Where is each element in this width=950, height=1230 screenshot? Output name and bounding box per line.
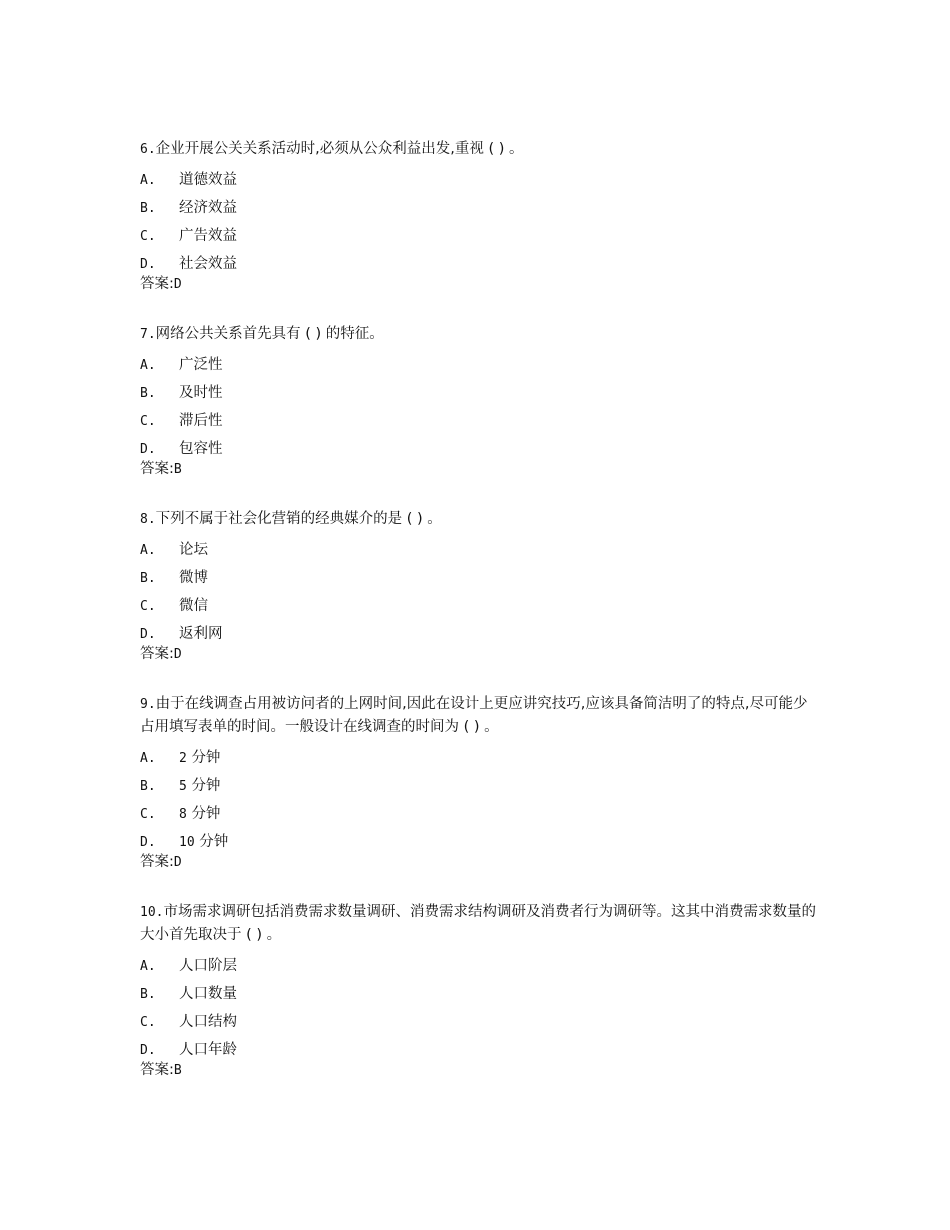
option-letter: B. (140, 201, 156, 216)
question-number: 9. (140, 697, 156, 712)
answer-label: 答案: (140, 276, 174, 292)
option-a (140, 166, 820, 194)
option-letter: A. (140, 751, 156, 766)
question-text: 网络公共关系首先具有 ( ) 的特征。 (155, 326, 384, 342)
answer-line (140, 852, 820, 873)
option-letter: A. (140, 358, 156, 373)
option-letter: A. (140, 173, 156, 188)
option-text: 微信 (179, 598, 208, 614)
option-letter: C. (140, 229, 156, 244)
answer-line (140, 644, 820, 665)
option-letter: B. (140, 779, 156, 794)
option-c (140, 592, 820, 620)
option-a (140, 351, 820, 379)
option-letter: D. (140, 835, 156, 850)
answer-label: 答案: (140, 854, 174, 870)
option-letter: A. (140, 543, 156, 558)
question-text: 由于在线调查占用被访问者的上网时间,因此在设计上更应讲究技巧,应该具备简洁明了的特点,尽可能少占用填写表单的时间。一般设计在线调查的时间为 ( ) 。 (140, 696, 808, 735)
option-list (140, 536, 820, 648)
question-stem (140, 138, 820, 161)
question-text: 下列不属于社会化营销的经典媒介的是 ( ) 。 (155, 511, 442, 527)
option-a (140, 744, 820, 772)
option-letter: C. (140, 807, 156, 822)
option-number: 8 (179, 807, 187, 822)
answer-value: D (173, 647, 182, 662)
question-7 (140, 323, 820, 480)
option-letter: B. (140, 571, 156, 586)
option-text: 返利网 (179, 626, 223, 642)
option-b (140, 772, 820, 800)
option-a (140, 536, 820, 564)
question-8 (140, 508, 820, 665)
answer-value: D (173, 277, 182, 292)
question-number: 6. (140, 142, 156, 157)
option-letter: A. (140, 959, 156, 974)
option-c (140, 407, 820, 435)
question-6 (140, 138, 820, 295)
question-number: 8. (140, 512, 156, 527)
answer-line (140, 274, 820, 295)
option-text: 社会效益 (179, 256, 237, 272)
option-letter: D. (140, 257, 156, 272)
option-text: 分钟 (191, 750, 221, 766)
question-10 (140, 901, 820, 1081)
option-text: 人口年龄 (179, 1042, 237, 1058)
option-list (140, 166, 820, 278)
option-text: 微博 (179, 570, 208, 586)
question-stem (140, 901, 820, 947)
option-list (140, 351, 820, 463)
option-number: 5 (179, 779, 187, 794)
answer-label: 答案: (140, 1062, 174, 1078)
option-text: 分钟 (191, 806, 221, 822)
option-letter: D. (140, 1043, 156, 1058)
option-letter: D. (140, 627, 156, 642)
question-number: 7. (140, 327, 156, 342)
option-text: 论坛 (179, 542, 208, 558)
question-9 (140, 693, 820, 873)
option-text: 广泛性 (179, 357, 223, 373)
answer-value: B (173, 462, 182, 477)
option-c (140, 800, 820, 828)
answer-line (140, 1060, 820, 1081)
question-document (140, 138, 820, 1081)
option-a (140, 952, 820, 980)
question-text: 企业开展公关关系活动时,必须从公众利益出发,重视 ( ) 。 (155, 141, 524, 157)
option-number: 2 (179, 751, 187, 766)
option-letter: B. (140, 386, 156, 401)
option-text: 及时性 (179, 385, 223, 401)
option-letter: C. (140, 414, 156, 429)
option-text: 分钟 (199, 834, 229, 850)
option-text: 经济效益 (179, 200, 237, 216)
option-b (140, 980, 820, 1008)
option-text: 包容性 (179, 441, 223, 457)
option-letter: B. (140, 987, 156, 1002)
option-text: 道德效益 (179, 172, 237, 188)
option-b (140, 379, 820, 407)
option-list (140, 744, 820, 856)
option-text: 滞后性 (179, 413, 223, 429)
option-text: 人口阶层 (179, 958, 237, 974)
option-letter: C. (140, 599, 156, 614)
option-number: 10 (179, 835, 195, 850)
answer-value: D (173, 855, 182, 870)
option-text: 分钟 (191, 778, 221, 794)
answer-value: B (173, 1063, 182, 1078)
answer-label: 答案: (140, 646, 174, 662)
question-stem (140, 508, 820, 531)
option-list (140, 952, 820, 1064)
option-letter: C. (140, 1015, 156, 1030)
answer-label: 答案: (140, 461, 174, 477)
question-stem (140, 693, 820, 739)
option-b (140, 194, 820, 222)
question-number: 10. (140, 905, 164, 920)
question-stem (140, 323, 820, 346)
option-letter: D. (140, 442, 156, 457)
option-c (140, 222, 820, 250)
option-text: 广告效益 (179, 228, 237, 244)
answer-line (140, 459, 820, 480)
question-text: 市场需求调研包括消费需求数量调研、消费需求结构调研及消费者行为调研等。这其中消费需求数量的大小首先取决于 ( ) 。 (140, 904, 816, 943)
option-c (140, 1008, 820, 1036)
option-text: 人口数量 (179, 986, 237, 1002)
option-text: 人口结构 (179, 1014, 237, 1030)
option-b (140, 564, 820, 592)
